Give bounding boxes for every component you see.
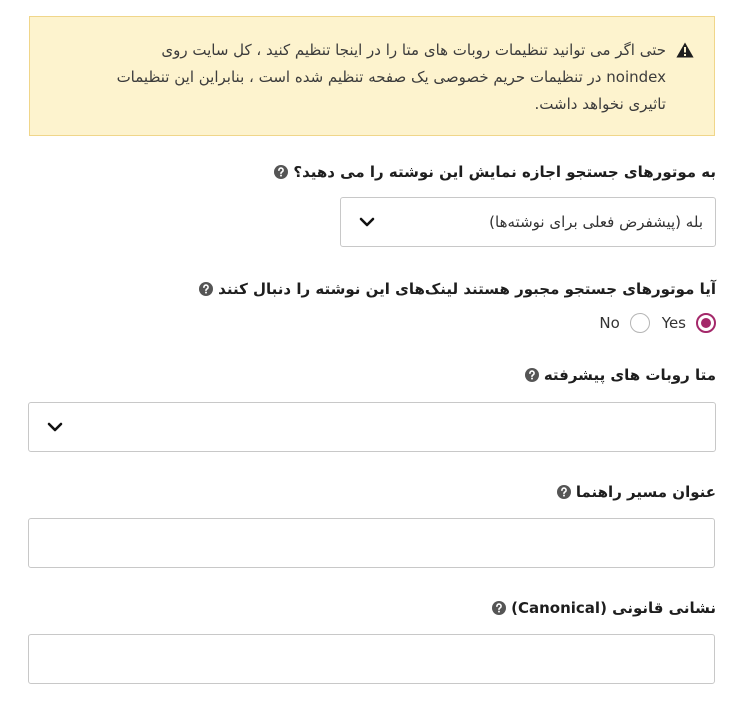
warning-line-3: تاثیری نخواهد داشت. [534, 95, 666, 113]
allow-index-selected-value: بله (پیشفرض فعلی برای نوشته‌ها) [489, 213, 703, 231]
canonical-label [492, 599, 716, 617]
yes-radio-label: Yes [661, 314, 686, 332]
help-icon[interactable] [199, 282, 213, 296]
warning-line-1: حتی اگر می توانید تنظیمات روبات های متا را در اینجا تنظیم کنید ، کل سایت روی [161, 41, 666, 59]
chevron-down-icon [359, 215, 375, 229]
breadcrumb-title-label [557, 483, 716, 501]
advanced-meta-label-text: متا روبات های پیشرفته [543, 366, 716, 384]
chevron-down-icon [47, 420, 63, 434]
help-icon[interactable] [525, 368, 539, 382]
no-radio[interactable] [630, 313, 650, 333]
help-icon[interactable] [274, 165, 288, 179]
follow-links-label [199, 280, 716, 298]
warning-line-2: noindex در تنظیمات حریم خصوصی یک صفحه تنظیم شده است ، بنابراین این تنظیمات [116, 68, 666, 86]
breadcrumb-title-input[interactable] [28, 518, 715, 568]
follow-links-label-text: آیا موتورهای جستجو مجبور هستند لینک‌های این نوشته را دنبال کنند [218, 280, 716, 298]
noindex-warning-notice [29, 16, 715, 136]
canonical-input[interactable] [28, 634, 715, 684]
yes-radio[interactable] [696, 313, 716, 333]
help-icon[interactable] [557, 485, 571, 499]
follow-links-yes-option[interactable] [662, 313, 716, 333]
follow-links-no-option[interactable] [599, 313, 649, 333]
canonical-label-text: نشانی قانونی (Canonical) [511, 599, 716, 617]
follow-links-radio-group [587, 313, 716, 333]
breadcrumb-title-label-text: عنوان مسیر راهنما [575, 483, 716, 501]
advanced-meta-select[interactable] [28, 402, 716, 452]
allow-index-select[interactable] [340, 197, 716, 247]
no-radio-label: No [599, 314, 620, 332]
allow-index-label [274, 163, 716, 181]
allow-index-label-text: به موتورهای جستجو اجازه نمایش این نوشته را می دهید؟ [293, 163, 716, 181]
advanced-meta-label [525, 366, 716, 384]
warning-triangle-icon [676, 42, 694, 58]
warning-text [50, 37, 666, 118]
help-icon[interactable] [492, 601, 506, 615]
